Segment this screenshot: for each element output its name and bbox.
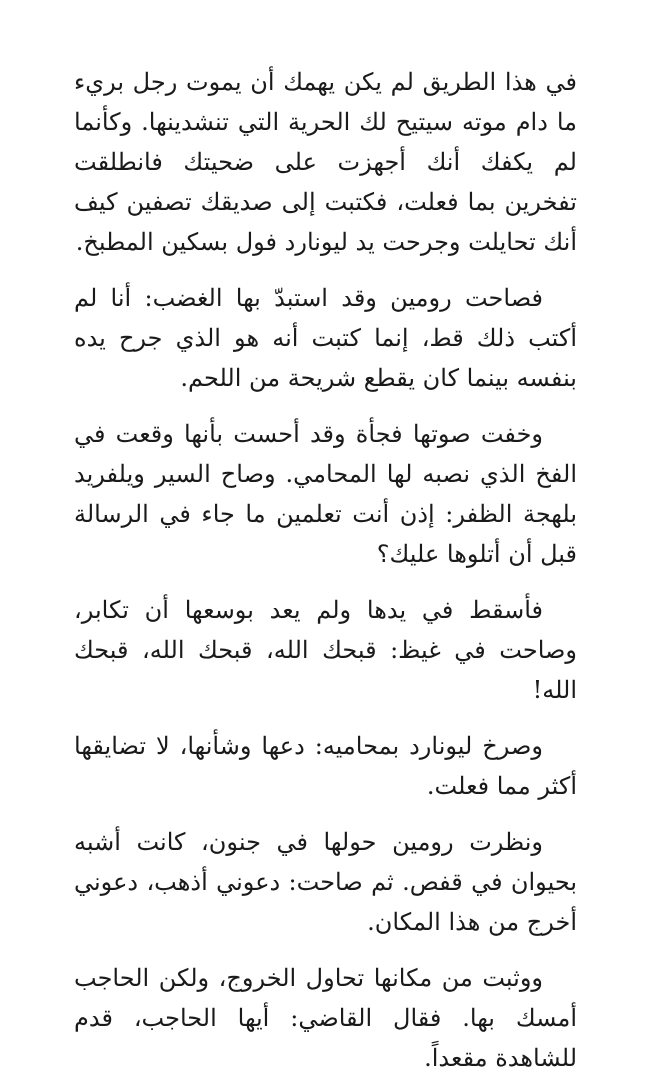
paragraph-7: ووثبت من مكانها تحاول الخروج، ولكن الحاجب أمسك بها. فقال القاضي: أيها الحاجب، قدم للشاهدة مقعداً. [74, 964, 577, 1072]
paragraph-6: ونظرت رومين حولها في جنون، كانت أشبه بحيوان في قفص. ثم صاحت: دعوني أذهب، دعوني أخرج من هذا المكان. [74, 828, 577, 936]
paragraph-4: فأسقط في يدها ولم يعد بوسعها أن تكابر، وصاحت في غيظ: قبحك الله، قبحك الله، قبحك الله! [74, 596, 577, 704]
paragraph-3: وخفت صوتها فجأة وقد أحست بأنها وقعت في الفخ الذي نصبه لها المحامي. وصاح السير ويلفريد بلهجة الظفر: إذن أنت تعلمين ما جاء في الرسالة قبل أن أتلوها عليك؟ [74, 420, 577, 568]
paragraph-5: وصرخ ليونارد بمحاميه: دعها وشأنها، لا تضايقها أكثر مما فعلت. [74, 732, 577, 800]
paragraph-2: فصاحت رومين وقد استبدّ بها الغضب: أنا لم أكتب ذلك قط، إنما كتبت أنه هو الذي جرح يده بنفسه بينما كان يقطع شريحة من اللحم. [74, 284, 577, 392]
paragraph-1: في هذا الطريق لم يكن يهمك أن يموت رجل بريء ما دام موته سيتيح لك الحرية التي تنشدينها. وكأنما لم يكفك أنك أجهزت على ضحيتك فانطلقت تفخرين بما فعلت، فكتبت إلى صديقك تصفين كيف أنك تحايلت وجرحت يد ليونارد فول بسكين المطبخ. [74, 68, 577, 256]
